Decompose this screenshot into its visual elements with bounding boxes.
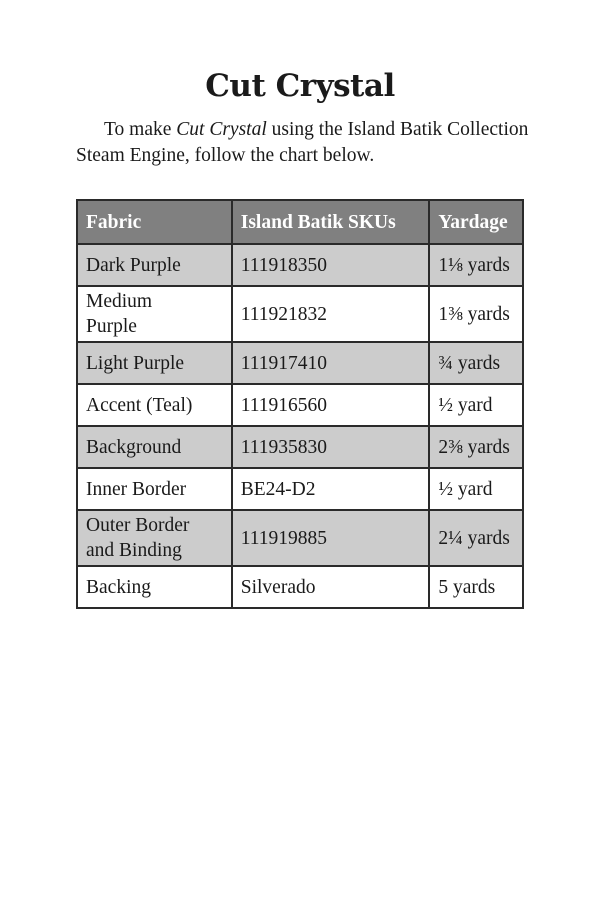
table-row bbox=[77, 566, 523, 608]
page-title: Cut Crystal bbox=[205, 68, 395, 104]
cell-yardage: ½ yard bbox=[429, 384, 523, 426]
cell-sku: 111935830 bbox=[232, 426, 430, 468]
table-row bbox=[77, 384, 523, 426]
cell-sku: 111919885 bbox=[232, 510, 430, 566]
cell-fabric: Accent (Teal) bbox=[77, 384, 232, 426]
table-row bbox=[77, 286, 523, 342]
header-yardage: Yardage bbox=[429, 200, 523, 244]
cell-fabric: Inner Border bbox=[77, 468, 232, 510]
header-fabric: Fabric bbox=[77, 200, 232, 244]
cell-yardage: 2¼ yards bbox=[429, 510, 523, 566]
cell-yardage: ¾ yards bbox=[429, 342, 523, 384]
intro-pattern-name: Cut Crystal bbox=[176, 119, 267, 140]
header-sku: Island Batik SKUs bbox=[232, 200, 430, 244]
cell-fabric: Background bbox=[77, 426, 232, 468]
intro-suffix: using the Island Batik Collection Steam Engine, follow the chart below. bbox=[76, 119, 529, 166]
cell-sku: 111917410 bbox=[232, 342, 430, 384]
fabric-table bbox=[76, 199, 524, 609]
intro-prefix: To make bbox=[104, 119, 177, 140]
cell-yardage: 2⅜ yards bbox=[429, 426, 523, 468]
cell-yardage: ½ yard bbox=[429, 468, 523, 510]
cell-sku: BE24-D2 bbox=[232, 468, 430, 510]
cell-fabric: Light Purple bbox=[77, 342, 232, 384]
table-row bbox=[77, 510, 523, 566]
table-row bbox=[77, 244, 523, 286]
cell-yardage: 5 yards bbox=[429, 566, 523, 608]
cell-fabric: Outer Border and Binding bbox=[77, 510, 232, 566]
cell-yardage: 1⅛ yards bbox=[429, 244, 523, 286]
cell-fabric: Medium Purple bbox=[77, 286, 232, 342]
cell-yardage: 1⅜ yards bbox=[429, 286, 523, 342]
cell-sku: Silverado bbox=[232, 566, 430, 608]
cell-sku: 111921832 bbox=[232, 286, 430, 342]
table-row bbox=[77, 342, 523, 384]
cell-sku: 111918350 bbox=[232, 244, 430, 286]
table-row bbox=[77, 426, 523, 468]
cell-fabric: Dark Purple bbox=[77, 244, 232, 286]
cell-fabric: Backing bbox=[77, 566, 232, 608]
table-row bbox=[77, 468, 523, 510]
intro-paragraph bbox=[76, 117, 536, 169]
cell-sku: 111916560 bbox=[232, 384, 430, 426]
table-header-row bbox=[77, 200, 523, 244]
